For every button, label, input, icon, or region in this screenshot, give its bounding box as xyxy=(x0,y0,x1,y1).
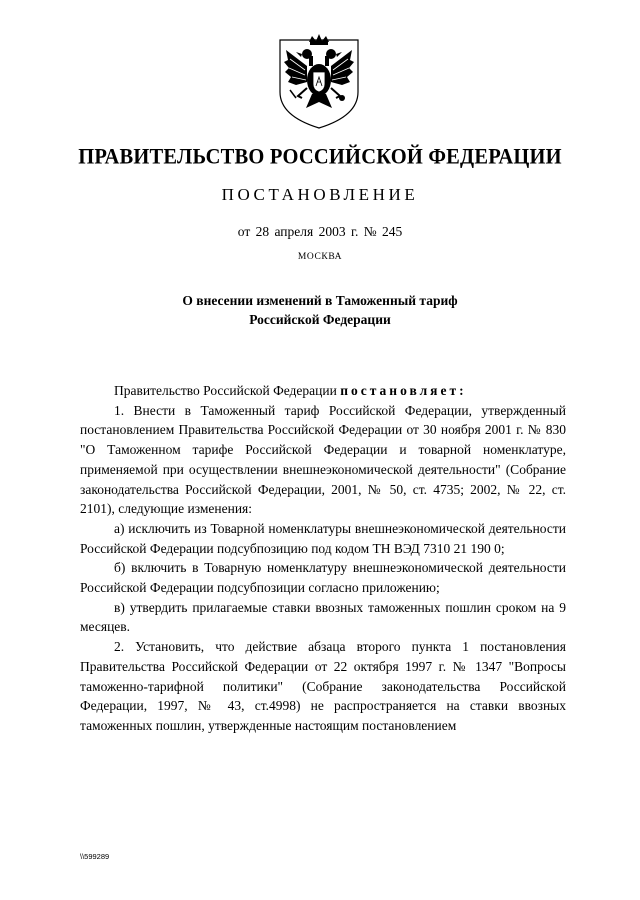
document-type: ПОСТАНОВЛЕНИЕ xyxy=(221,185,419,204)
paragraph-1: 1. Внести в Таможенный тариф Российской Федерации, утвержденный постановлением Правительства Российской Федерации от 30 ноября 2001 г. № 830 "О Таможенном тарифе Российской Федерации и товарной номенклатуре, применяемой при осуществлении внешнеэкономической деятельности" (Собрание законодательства Российской Федерации, 2001, № 50, ст. 4735; 2002, № 22, ст. 2101), следующие изменения: xyxy=(80,402,566,517)
subject-line-1: О внесении изменений в Таможенный тариф xyxy=(182,293,458,308)
document-city: МОСКВА xyxy=(297,252,343,262)
subject-line-2: Российской Федерации xyxy=(249,312,391,327)
footer-document-code: \\599289 xyxy=(80,852,110,861)
government-title: ПРАВИТЕЛЬСТВО РОССИЙСКОЙ ФЕДЕРАЦИИ xyxy=(78,144,562,170)
preamble xyxy=(80,381,566,401)
paragraph-2: 2. Установить, что действие абзаца второго пункта 1 постановления Правительства Российской Федерации от 22 октября 1997 г. № 1347 "Вопросы таможенно-тарифной политики" (Собрание законодательства Российской Федерации, 1997, № 43, ст.4998) не распространяется на ставки ввозных таможенных пошлин, утвержденные настоящим постановлением xyxy=(80,639,566,733)
document-subject xyxy=(120,291,520,329)
document-date-number: от 28 апреля 2003 г. № 245 xyxy=(237,224,403,239)
preamble-lead: Правительство Российской Федерации xyxy=(114,383,341,398)
preamble-verb: постановляет: xyxy=(340,383,467,398)
paragraph-1a: а) исключить из Товарной номенклатуры внешнеэкономической деятельности Российской Федерации подсубпозицию под кодом ТН ВЭД 7310 21 190 0; xyxy=(80,520,566,556)
russian-coat-of-arms-icon xyxy=(276,32,362,130)
paragraph-1b: б) включить в Товарную номенклатуру внешнеэкономической деятельности Российской Федерации подсубпозиции согласно приложению; xyxy=(80,560,566,596)
document-body xyxy=(80,381,566,736)
paragraph-1c: в) утвердить прилагаемые ставки ввозных таможенных пошлин сроком на 9 месяцев. xyxy=(80,599,566,635)
